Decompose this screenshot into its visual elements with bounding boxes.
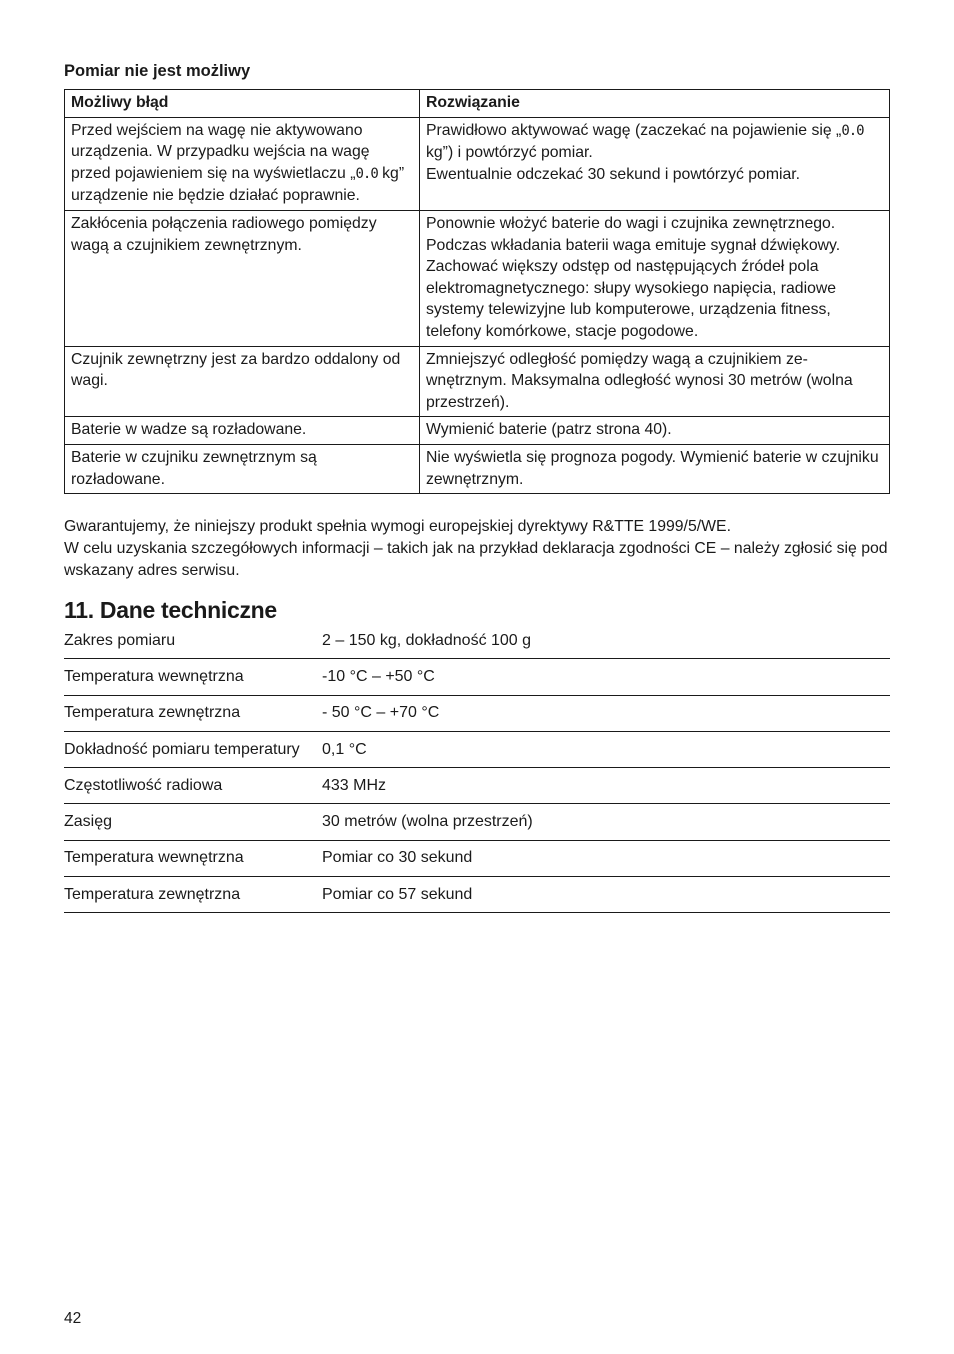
troubleshooting-table	[64, 89, 890, 494]
compliance-notes	[64, 516, 894, 582]
spec-row	[64, 623, 890, 659]
spec-value: - 50 °C – +70 °C	[322, 704, 440, 722]
spec-label: Temperatura zewnętrzna	[64, 704, 241, 722]
spec-row	[64, 804, 890, 840]
solution-text: Ewentualnie odczekać 30 sekund i powtórzyć pomiar.	[426, 165, 801, 183]
table-row	[65, 444, 890, 493]
spec-label: Dokładność pomiaru temperatury	[64, 740, 300, 758]
table-row	[65, 117, 890, 210]
spec-row	[64, 659, 890, 695]
table-row	[65, 210, 890, 346]
spec-value: Pomiar co 30 sekund	[322, 849, 473, 867]
error-text: kg” urządzenie nie będzie działać poprawnie.	[71, 164, 405, 205]
spec-row	[64, 841, 890, 877]
compliance-note-service: W celu uzyskania szczegółowych informacji – takich jak na przykład deklaracja zgodności CE – należy zgłosić się pod wskazany adres serwisu.	[64, 540, 888, 579]
spec-value: Pomiar co 57 sekund	[322, 885, 473, 903]
error-cell: Baterie w wadze są rozładowane.	[65, 417, 420, 445]
error-cell: Zakłócenia połączenia radiowego pomiędzy wagą a czujnikiem zewnętrznym.	[65, 210, 420, 346]
compliance-note-directive: Gwarantujemy, że niniejszy produkt spełnia wymogi europejskiej dyrektywy R&TTE 1999/5/WE.	[64, 518, 731, 535]
spec-value: -10 °C – +50 °C	[322, 667, 435, 685]
spec-row	[64, 768, 890, 804]
spec-value: 30 metrów (wolna przestrzeń)	[322, 813, 533, 831]
spec-label: Temperatura wewnętrzna	[64, 667, 244, 685]
technical-data-list	[64, 623, 890, 913]
technical-data-title: 11. Dane techniczne	[64, 597, 277, 623]
solution-cell: Nie wyświetla się prognoza pogody. Wymienić baterie w czujniku zewnętrznym.	[420, 444, 890, 493]
error-text: Przed wejściem na wagę nie aktywowano urządzenia. W przypadku wejścia na wagę przed pojawieniem się na wyświetlaczu „	[71, 121, 370, 182]
troubleshooting-title: Pomiar nie jest możliwy	[64, 62, 251, 80]
header-solution: Rozwiązanie	[420, 90, 890, 118]
lcd-display-value: 0.0	[841, 122, 864, 139]
spec-label: Temperatura wewnętrzna	[64, 849, 244, 867]
spec-value: 0,1 °C	[322, 740, 367, 758]
spec-row	[64, 732, 890, 768]
error-cell	[65, 117, 420, 210]
solution-text: kg”) i powtórzyć pomiar.	[426, 144, 593, 162]
solution-text: Prawidłowo aktywować wagę (zaczekać na pojawienie się „	[426, 121, 842, 139]
spec-label: Zakres pomiaru	[64, 631, 176, 649]
spec-label: Temperatura zewnętrzna	[64, 885, 241, 903]
solution-cell: Wymienić baterie (patrz strona 40).	[420, 417, 890, 445]
error-cell: Baterie w czujniku zewnętrznym są rozładowane.	[65, 444, 420, 493]
page-number: 42	[64, 1310, 82, 1327]
solution-cell: Zmniejszyć odległość pomiędzy wagą a czujnikiem ze-wnętrznym. Maksymalna odległość wynosi 30 metrów (wolna przestrzeń).	[420, 346, 890, 417]
spec-label: Częstotliwość radiowa	[64, 776, 223, 794]
lcd-display-value: 0.0	[355, 165, 378, 182]
spec-value: 2 – 150 kg, dokładność 100 g	[322, 631, 532, 649]
spec-row	[64, 877, 890, 913]
error-cell: Czujnik zewnętrzny jest za bardzo oddalony od wagi.	[65, 346, 420, 417]
table-row	[65, 417, 890, 445]
spec-row	[64, 696, 890, 732]
solution-cell	[420, 117, 890, 210]
header-possible-error: Możliwy błąd	[65, 90, 420, 118]
solution-cell: Ponownie włożyć baterie do wagi i czujnika zewnętrznego. Podczas wkładania baterii waga emituje sygnał dźwiękowy. Zachować większy odstęp od następujących źródeł pola elektromagnetycznego: słupy wysokiego napięcia, radiowe systemy telewizyjne lub komputerowe, urządzenia fitness, telefony komórkowe, stacje pogodowe.	[420, 210, 890, 346]
spec-value: 433 MHz	[322, 776, 387, 794]
table-header-row	[65, 90, 890, 118]
table-row	[65, 346, 890, 417]
spec-label: Zasięg	[64, 813, 113, 831]
